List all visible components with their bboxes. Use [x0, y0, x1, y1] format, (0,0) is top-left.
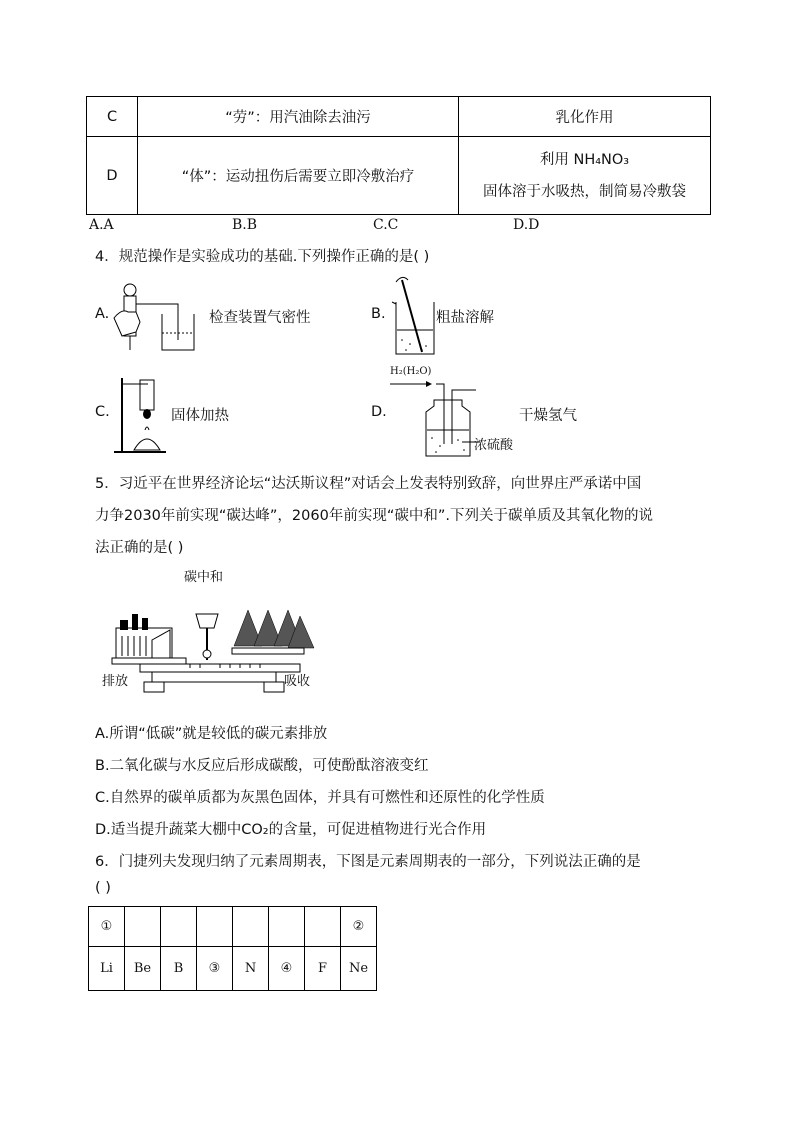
table-cell — [233, 907, 269, 947]
table-cell: Li — [89, 947, 125, 991]
q4-option-b-letter[interactable]: B. — [371, 306, 386, 322]
table-row — [89, 947, 377, 991]
q4-option-d-caption: 干燥氢气 — [519, 408, 577, 424]
table-row — [87, 137, 711, 215]
q4-option-c-letter[interactable]: C. — [95, 404, 110, 420]
q4-option-d-letter[interactable]: D. — [371, 404, 387, 420]
table-row — [87, 97, 711, 137]
q4-option-b-caption: 粗盐溶解 — [436, 310, 494, 326]
q5-option-b[interactable]: B.二氧化碳与水反应后形成碳酸，可使酚酞溶液变红 — [95, 758, 429, 774]
question5-stem-line2: 力争2030年前实现“碳达峰”，2060年前实现“碳中和”.下列关于碳单质及其氧化物的说 — [95, 508, 653, 524]
emission-label: 排放 — [102, 674, 129, 689]
table-cell: N — [233, 947, 269, 991]
table-cell: ③ — [197, 947, 233, 991]
effect-line: 利用 NH₄NO₃ — [539, 151, 630, 168]
row-description: “体”：运动扭伤后需要立即冷敷治疗 — [138, 137, 459, 215]
question3-table — [86, 96, 711, 215]
solid-heating-apparatus — [112, 372, 168, 456]
q5-option-a[interactable]: A.所谓“低碳”就是较低的碳元素排放 — [95, 726, 328, 742]
q5-option-d[interactable]: D.适当提升蔬菜大棚中CO₂的含量，可促进植物进行光合作用 — [95, 822, 487, 838]
question6-stem-line1: 6．门捷列夫发现归纳了元素周期表，下图是元素周期表的一部分，下列说法正确的是 — [95, 854, 641, 870]
table-cell — [269, 907, 305, 947]
option-c[interactable]: C.C — [373, 217, 399, 233]
acid-label: 浓硫酸 — [474, 438, 514, 453]
gas-label: H₂(H₂O) — [390, 366, 432, 377]
table-cell — [125, 907, 161, 947]
table-cell: ① — [89, 907, 125, 947]
periodic-table-fragment — [88, 906, 377, 991]
row-effect — [459, 137, 711, 215]
figure-title: 碳中和 — [184, 570, 224, 585]
q5-option-c[interactable]: C.自然界的碳单质都为灰黑色固体，并具有可燃性和还原性的化学性质 — [95, 790, 545, 806]
question4-stem: 4．规范操作是实验成功的基础.下列操作正确的是( ) — [95, 249, 430, 265]
row-label: C — [87, 97, 138, 137]
table-cell — [305, 907, 341, 947]
beaker-stirring-apparatus — [388, 274, 438, 358]
absorption-label: 吸收 — [284, 674, 311, 689]
q4-option-a-caption: 检查装置气密性 — [209, 310, 311, 326]
question5-stem-line3: 法正确的是( ) — [95, 540, 184, 556]
option-b[interactable]: B.B — [232, 217, 258, 233]
table-row — [89, 907, 377, 947]
row-effect: 乳化作用 — [459, 97, 711, 137]
table-cell — [161, 907, 197, 947]
table-cell — [197, 907, 233, 947]
gas-tightness-apparatus — [110, 278, 200, 356]
table-cell: Be — [125, 947, 161, 991]
question6-stem-line2: ( ) — [95, 880, 111, 896]
row-label: D — [87, 137, 138, 215]
gas-drying-bottle — [390, 378, 480, 460]
effect-line: 固体溶于水吸热，制简易冷敷袋 — [483, 183, 686, 200]
option-d[interactable]: D.D — [513, 217, 540, 233]
q4-option-a-letter[interactable]: A. — [95, 306, 110, 322]
question5-stem-line1: 5．习近平在世界经济论坛“达沃斯议程”对话会上发表特别致辞，向世界庄严承诺中国 — [95, 476, 642, 492]
table-cell: ② — [341, 907, 377, 947]
table-cell: B — [161, 947, 197, 991]
table-cell: Ne — [341, 947, 377, 991]
table-cell: ④ — [269, 947, 305, 991]
q4-option-c-caption: 固体加热 — [171, 408, 229, 424]
row-description: “劳”：用汽油除去油污 — [138, 97, 459, 137]
option-a[interactable]: A.A — [89, 217, 114, 233]
table-cell: F — [305, 947, 341, 991]
